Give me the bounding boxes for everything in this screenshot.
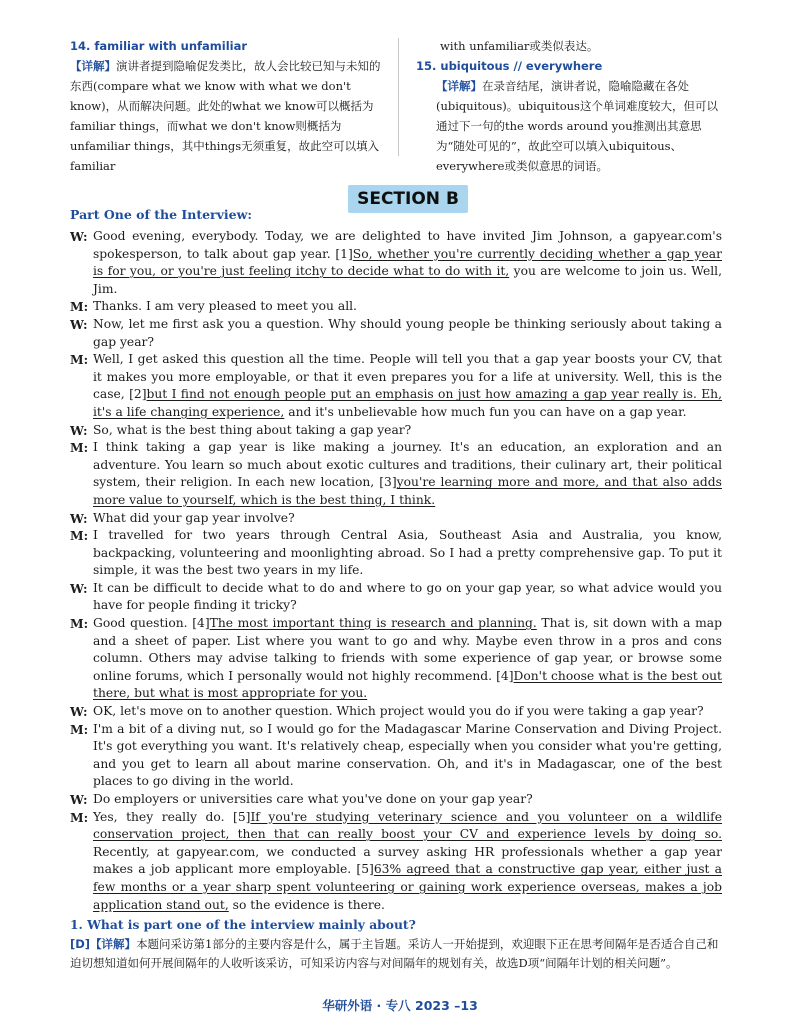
transcript-turn	[70, 439, 722, 509]
underlined-key-sentence: If you're studying veterinary science and you volunteer on a wildlife conservation project, then that can really boost your CV and experience levels by doing so.	[93, 809, 723, 842]
answer-1-body: 本题问采访第1部分的主要内容是什么，属于主旨题。采访人一开始提到，欢迎眼下正在思考间隔年是否适合自己和迫切想知道如何开展间隔年的人收听该采访，可知采访内容与对间隔年的规划有关，故选D项“间隔年计划的相关问题”。	[70, 937, 719, 970]
interview-transcript	[70, 228, 722, 914]
transcript-text: OK, let's move on to another question. Which project would you do if you were taking a gap year?	[93, 704, 704, 719]
transcript-text: Recently, at gapyear.com, we conducted a survey asking HR professionals whether a gap year makes a job applicant more employable. [5]	[93, 844, 722, 877]
speaker-label: M:	[70, 616, 89, 632]
transcript-turn	[70, 615, 722, 703]
speaker-label: M:	[70, 721, 89, 737]
transcript-text: Yes, they really do. [5]	[93, 809, 251, 824]
answer-letter: [D]	[70, 937, 91, 951]
transcript-text: and it's unbelievable how much fun you can have on a gap year.	[284, 404, 687, 419]
speaker-label: W:	[70, 792, 88, 807]
underlined-key-sentence: you're learning more and more, and that also adds more value to yourself, which is the best thing, I think.	[93, 475, 722, 507]
answer-15-explanation	[416, 76, 728, 176]
transcript-text: That is, sit down with a map and a sheet of paper. List where you want to go and why. Maybe even throw in a pros and cons column. Others may advise talking to friends with some experience of gap year, or browse some online forums, which I personally would not highly recommend. [4]	[93, 616, 722, 683]
transcript-turn	[70, 316, 722, 351]
underlined-key-sentence: but I find not enough people put an emphasis on just how amazing a gap year really is. Eh, it's a life changing experience,	[93, 387, 723, 419]
transcript-text: I travelled for two years through Central Asia, Southeast Asia and Australia, you know, backpacking, volunteering and moonlighting abroad. So I had a pretty comprehensive gap. To put it simple, it was the best two years in my life.	[93, 528, 722, 578]
speaker-label: W:	[70, 580, 88, 596]
transcript-turn	[70, 510, 722, 528]
column-divider	[398, 38, 399, 156]
underlined-key-sentence: So, whether you're currently deciding whether a gap year is for you, or you're just feeling itchy to decide what to do with it,	[93, 246, 722, 279]
answer-15-body: 在录音结尾，演讲者说，隐喻隐藏在各处(ubiquitous)。ubiquitous这个单词难度较大，但可以通过下一句的the words around you推测出其意思为“随处可见的”，故此空可以填入ubiquitous、everywhere或类似意思的词语。	[436, 79, 718, 173]
speaker-label: M:	[70, 352, 89, 368]
page-footer: 华研外语 · 专八 2023 –13	[322, 998, 478, 1013]
transcript-turn	[70, 791, 722, 809]
answer-15-block	[416, 36, 728, 176]
answer-14-continued: with unfamiliar或类似表达。	[440, 39, 599, 53]
speaker-label: M:	[70, 299, 89, 315]
speaker-label: W:	[70, 422, 88, 438]
transcript-turn	[70, 809, 722, 915]
underlined-key-sentence: Don't choose what is the best out there, but what is most appropriate for you.	[93, 668, 722, 701]
detail-tag: 【详解】	[70, 59, 116, 73]
transcript-text: Good evening, everybody. Today, we are delighted to have invited Jim Johnson, a gapyear.com's spokesperson, to talk about gap year.	[93, 229, 722, 261]
speaker-label: W:	[70, 229, 88, 244]
answer-1-block	[70, 935, 722, 973]
speaker-label: M:	[70, 528, 89, 544]
transcript-text: so the evidence is there.	[228, 897, 385, 912]
underlined-key-sentence: 63% agreed that a constructive gap year, either just a few months or a year sharp spent volunteering or gaining work experience overseas, makes a job application stand out,	[93, 862, 723, 912]
transcript-turn	[70, 580, 722, 615]
transcript-text: I'm a bit of a diving nut, so I would go for the Madagascar Marine Conservation and Diving Project. It's got everything you want. It's relatively cheap, especially when you consider what you're getting, and you get to learn all about marine conservation. Oh, and it's in Madagascar, one of the best places to go diving in the world.	[93, 721, 722, 789]
transcript-text: Thanks. I am very pleased to meet you all.	[93, 299, 357, 314]
transcript-turn	[70, 351, 722, 421]
transcript-text: What did your gap year involve?	[93, 510, 295, 525]
transcript-turn	[70, 721, 722, 791]
speaker-label: W:	[70, 510, 88, 526]
answer-14-body: 演讲者提到隐喻促发类比，故人会比较已知与未知的东西(compare what we know with what we don't know)，从而解决问题。此处的what we know可以概括为familiar things，而what we don't know则概括为unfamiliar things，其中things无须重复，故此空可以填入familiar	[70, 59, 381, 173]
answer-15-heading: 15. ubiquitous // everywhere	[416, 59, 603, 73]
transcript-text: [1]	[335, 246, 353, 261]
speaker-label: W:	[70, 316, 88, 332]
section-title: SECTION B	[348, 185, 468, 213]
answer-14-heading: 14. familiar with unfamiliar	[70, 39, 248, 53]
question-1: 1. What is part one of the interview mainly about?	[70, 917, 416, 932]
transcript-text: Now, let me first ask you a question. Why should young people be thinking seriously about taking a gap year?	[93, 316, 722, 349]
transcript-text: Do employers or universities care what you've done on your gap year?	[93, 792, 533, 806]
detail-tag: 【详解】	[436, 79, 482, 93]
transcript-text: I think taking a gap year is like making a journey. It's an education, an exploration and an adventure. You learn so much about exotic cultures and traditions, their culinary art, their political system, their religion. In each new location, [3]	[93, 440, 722, 490]
underlined-key-sentence: The most important thing is research and planning.	[209, 616, 537, 631]
part-title: Part One of the Interview:	[70, 207, 252, 222]
transcript-turn	[70, 228, 722, 298]
answer-14-block	[70, 36, 382, 176]
transcript-text: Well, I get asked this question all the time. People will tell you that a gap year boosts your CV, that it makes you more employable, or that it even prepares you for a life at university. Well, this is the case, [2]	[93, 352, 722, 402]
transcript-text: So, what is the best thing about taking a gap year?	[93, 422, 412, 437]
answer-14-explanation	[70, 56, 382, 176]
transcript-turn	[70, 298, 722, 316]
transcript-text: Good question. [4]	[93, 616, 210, 631]
transcript-text: It can be difficult to decide what to do and where to go on your gap year, so what advice would you have for people finding it tricky?	[93, 580, 722, 613]
transcript-turn	[70, 422, 722, 440]
speaker-label: M:	[70, 440, 89, 456]
detail-tag: 【详解】	[90, 937, 137, 951]
speaker-label: W:	[70, 704, 88, 720]
speaker-label: M:	[70, 809, 89, 825]
transcript-turn	[70, 703, 722, 721]
transcript-text: you are welcome to join us. Well, Jim.	[93, 264, 722, 296]
transcript-turn	[70, 527, 722, 580]
